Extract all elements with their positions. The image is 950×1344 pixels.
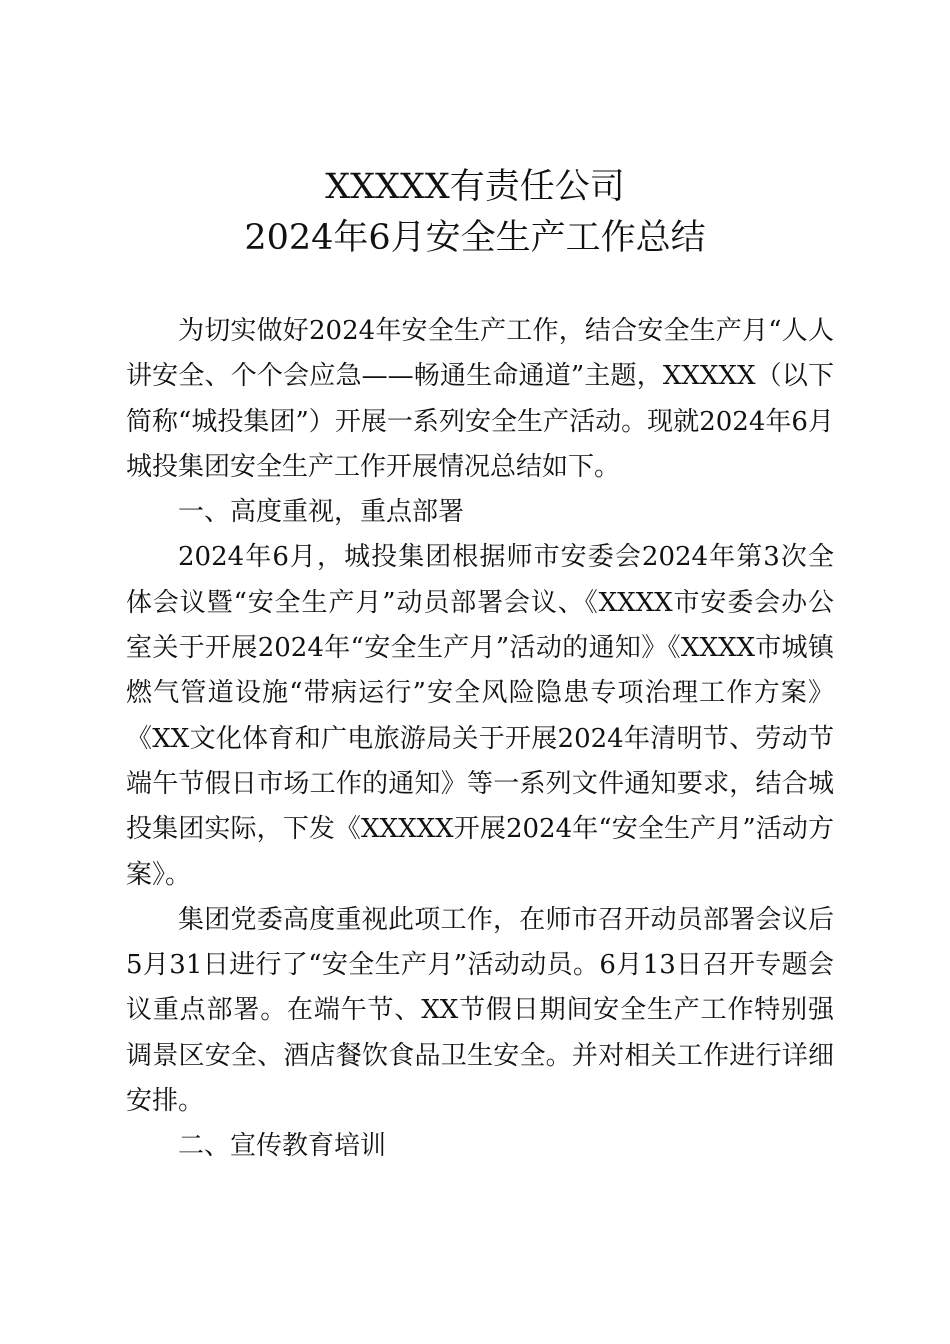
section-heading-2: 二、宣传教育培训: [178, 1131, 387, 1162]
title-report: 2024年6月安全生产工作总结: [244, 218, 706, 258]
body-paragraph: 2024年6月，城投集团根据师市安委会2024年第3次全体会议暨“安全生产月”动员部署会议、《XXXX市安委会办公室关于开展2024年“安全生产月”活动的通知》《XXXX市城镇燃气管道设施“带病运行”安全风险隐患专项治理工作方案》《XX文化体育和广电旅游局关于开展2024年清明节、劳动节端午节假日市场工作的通知》等一系列文件通知要求，结合城投集团实际，下发《XXXXX开展2024年“安全生产月”活动方案》。: [126, 542, 834, 890]
document-body: [126, 309, 834, 1170]
body-paragraph: 集团党委高度重视此项工作，在师市召开动员部署会议后5月31日进行了“安全生产月”活动动员。6月13日召开专题会议重点部署。在端午节、XX节假日期间安全生产工作特别强调景区安全、酒店餐饮食品卫生安全。并对相关工作进行详细安排。: [126, 904, 834, 1117]
document-title: [0, 162, 950, 264]
section-heading-1: 一、高度重视，重点部署: [178, 497, 465, 528]
intro-paragraph: 为切实做好2024年安全生产工作，结合安全生产月“人人讲安全、个个会应急——畅通生命通道”主题，XXXXX（以下简称“城投集团”）开展一系列安全生产活动。现就2024年6月城投集团安全生产工作开展情况总结如下。: [126, 316, 834, 482]
title-company: XXXXX有责任公司: [325, 167, 625, 207]
